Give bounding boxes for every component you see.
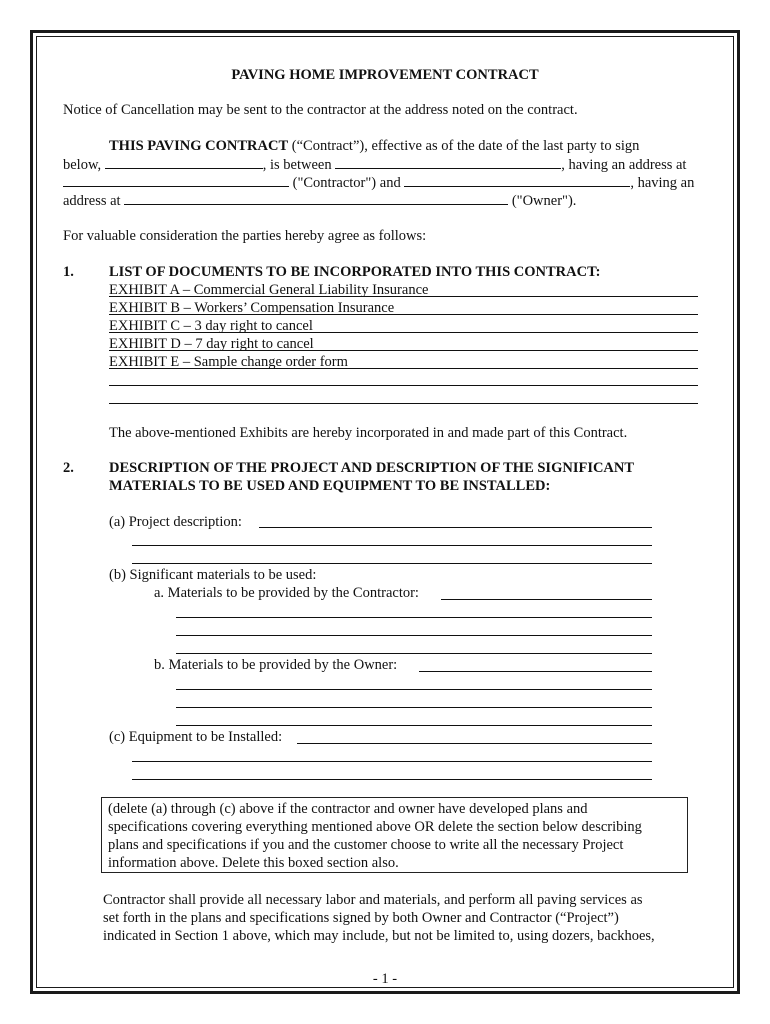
instruction-box-line-4: information above. Delete this boxed section also. bbox=[108, 855, 399, 871]
exhibit-blank-line-1[interactable] bbox=[109, 385, 698, 386]
exhibit-c-line bbox=[109, 332, 698, 333]
exhibit-b: EXHIBIT B – Workers’ Compensation Insurance bbox=[109, 300, 395, 316]
exhibit-e-line bbox=[109, 368, 698, 369]
intro-line-1 bbox=[109, 138, 639, 155]
contractor-materials-label: a. Materials to be provided by the Contractor: bbox=[154, 585, 419, 601]
intro-address-at-text: address at bbox=[63, 193, 121, 209]
intro-between-text: , is between bbox=[262, 157, 332, 173]
exhibit-e: EXHIBIT E – Sample change order form bbox=[109, 354, 348, 370]
exhibit-c: EXHIBIT C – 3 day right to cancel bbox=[109, 318, 313, 334]
intro-below-text: below, bbox=[63, 157, 102, 173]
intro-lead: THIS PAVING CONTRACT bbox=[109, 138, 289, 154]
intro-owner-text: ("Owner"). bbox=[511, 193, 577, 209]
equipment-line-1[interactable] bbox=[297, 743, 652, 744]
intro-address-text: , having an address at bbox=[561, 157, 687, 173]
sign-date-blank[interactable] bbox=[105, 156, 263, 169]
contractor-materials-line-2[interactable] bbox=[176, 617, 652, 618]
owner-materials-line-4[interactable] bbox=[176, 725, 652, 726]
instruction-box-line-2: specifications covering everything mentioned above OR delete the section below describing bbox=[108, 819, 642, 835]
exhibit-a: EXHIBIT A – Commercial General Liability Insurance bbox=[109, 282, 429, 298]
equipment-line-3[interactable] bbox=[132, 779, 652, 780]
section-1-heading: LIST OF DOCUMENTS TO BE INCORPORATED INTO THIS CONTRACT: bbox=[109, 264, 601, 280]
section-2-heading-line-2: MATERIALS TO BE USED AND EQUIPMENT TO BE INSTALLED: bbox=[109, 478, 551, 494]
instruction-box-line-1: (delete (a) through (c) above if the contractor and owner have developed plans and bbox=[108, 801, 588, 817]
intro-line-1-rest: (“Contract”), effective as of the date of the last party to sign bbox=[288, 138, 640, 154]
owner-materials-line-3[interactable] bbox=[176, 707, 652, 708]
materials-label: (b) Significant materials to be used: bbox=[109, 567, 317, 583]
owner-materials-line-1[interactable] bbox=[419, 671, 652, 672]
project-description-line-2[interactable] bbox=[132, 545, 652, 546]
scope-paragraph-line-3: indicated in Section 1 above, which may include, but not be limited to, using dozers, backhoes, bbox=[103, 928, 655, 944]
exhibit-d: EXHIBIT D – 7 day right to cancel bbox=[109, 336, 314, 352]
project-description-line-3[interactable] bbox=[132, 563, 652, 564]
intro-line-4 bbox=[63, 192, 576, 210]
contractor-materials-line-1[interactable] bbox=[441, 599, 652, 600]
exhibit-d-line bbox=[109, 350, 698, 351]
exhibit-a-line bbox=[109, 296, 698, 297]
intro-contractor-and-text: ("Contractor") and bbox=[292, 175, 401, 191]
instruction-box-line-3: plans and specifications if you and the customer choose to write all the necessary Project bbox=[108, 837, 624, 853]
owner-materials-label: b. Materials to be provided by the Owner: bbox=[154, 657, 398, 673]
exhibits-closing: The above-mentioned Exhibits are hereby incorporated in and made part of this Contract. bbox=[109, 425, 628, 441]
consideration-text: For valuable consideration the parties hereby agree as follows: bbox=[63, 228, 427, 244]
owner-address-blank[interactable] bbox=[124, 192, 508, 205]
exhibit-blank-line-2[interactable] bbox=[109, 403, 698, 404]
owner-name-blank[interactable] bbox=[404, 174, 630, 187]
document-title: PAVING HOME IMPROVEMENT CONTRACT bbox=[231, 67, 539, 83]
contractor-materials-line-4[interactable] bbox=[176, 653, 652, 654]
page-number: - 1 - bbox=[372, 971, 398, 987]
scope-paragraph-line-1: Contractor shall provide all necessary labor and materials, and perform all paving services as bbox=[103, 892, 643, 908]
cancellation-notice: Notice of Cancellation may be sent to the contractor at the address noted on the contract. bbox=[63, 102, 578, 118]
owner-materials-line-2[interactable] bbox=[176, 689, 652, 690]
equipment-line-2[interactable] bbox=[132, 761, 652, 762]
contractor-address-blank[interactable] bbox=[63, 174, 289, 187]
intro-line-2 bbox=[63, 156, 686, 174]
contractor-materials-line-3[interactable] bbox=[176, 635, 652, 636]
section-2-number: 2. bbox=[63, 460, 74, 476]
section-2-heading-line-1: DESCRIPTION OF THE PROJECT AND DESCRIPTION OF THE SIGNIFICANT bbox=[109, 460, 635, 476]
contractor-name-blank[interactable] bbox=[335, 156, 561, 169]
equipment-label: (c) Equipment to be Installed: bbox=[109, 729, 283, 745]
exhibit-b-line bbox=[109, 314, 698, 315]
project-description-line-1[interactable] bbox=[259, 527, 652, 528]
project-description-label: (a) Project description: bbox=[109, 514, 242, 530]
intro-having-an-text: , having an bbox=[630, 175, 695, 191]
section-1-number: 1. bbox=[63, 264, 74, 280]
scope-paragraph-line-2: set forth in the plans and specifications signed by both Owner and Contractor (“Project”) bbox=[103, 910, 619, 926]
intro-line-3 bbox=[63, 174, 694, 192]
